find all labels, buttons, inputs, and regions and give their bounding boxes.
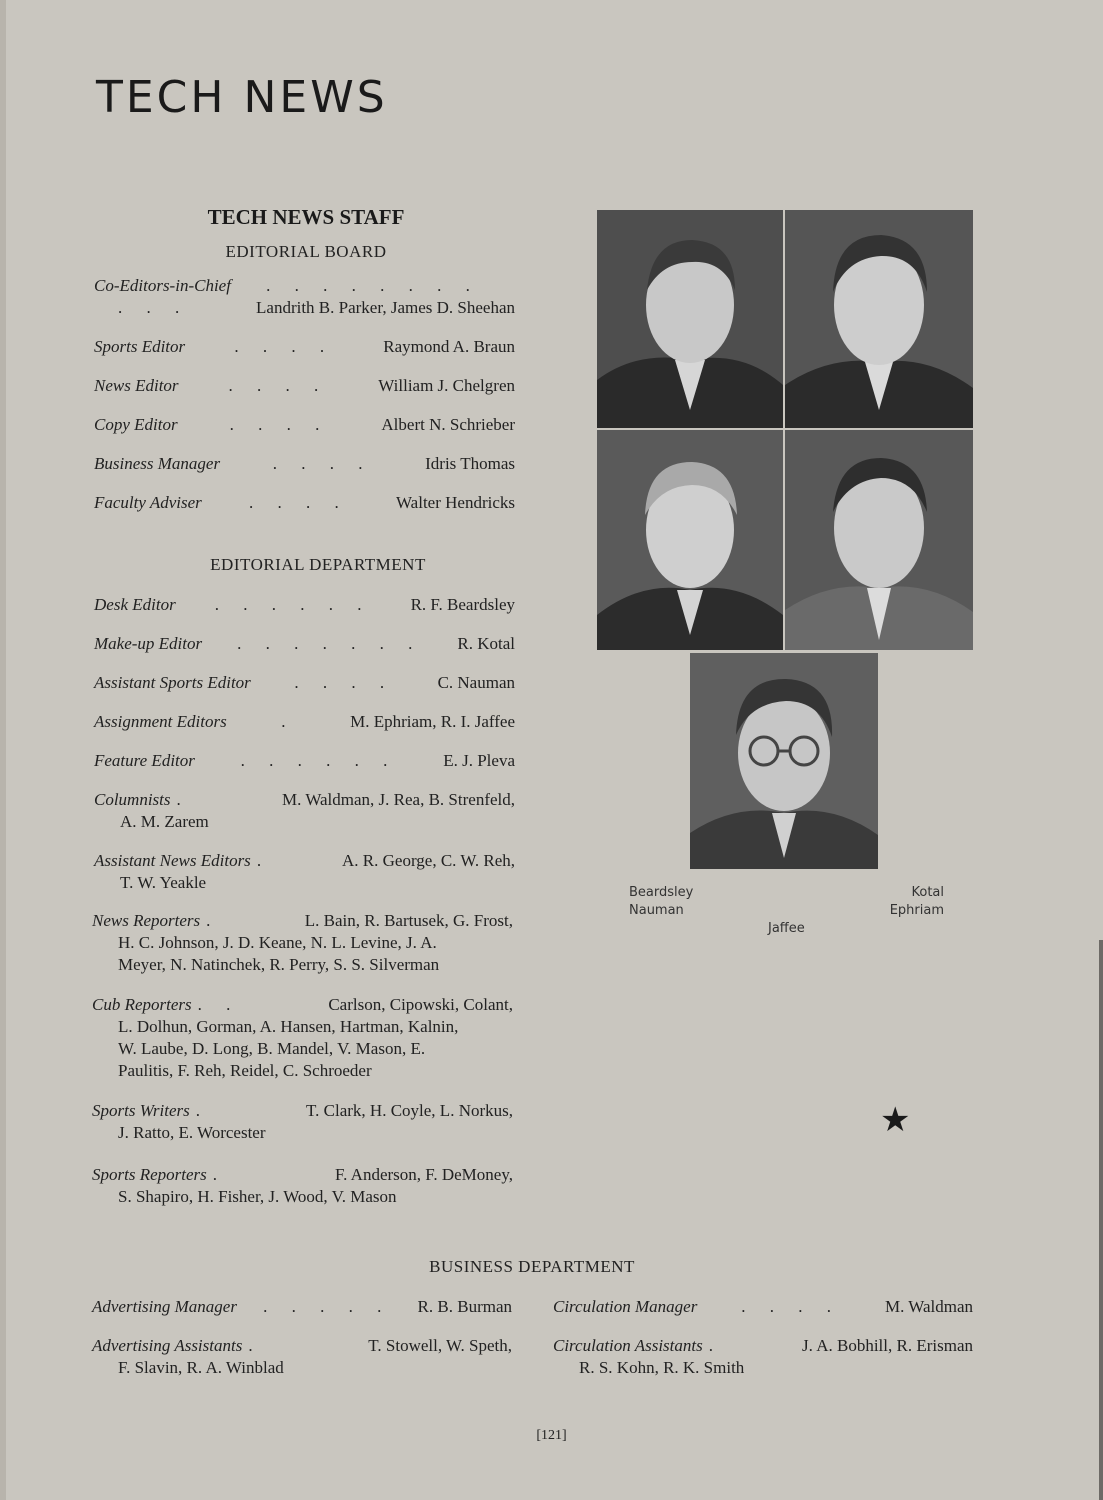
page-number: [121]: [536, 1428, 567, 1443]
leader-dots: . . . . . . . .: [266, 276, 480, 295]
portrait-photo-jaffee: [690, 653, 878, 869]
staff-entry: [92, 994, 513, 1082]
names-value: A. R. George, C. W. Reh,: [342, 851, 515, 870]
role-label: Co-Editors-in-Chief: [94, 276, 231, 295]
leader-dots: .: [206, 911, 221, 930]
staff-entry: [94, 633, 515, 655]
names-value: Landrith B. Parker, James D. Sheehan: [256, 298, 515, 317]
staff-entry: [94, 414, 515, 436]
names-value: M. Ephriam, R. I. Jaffee: [350, 712, 515, 731]
staff-entry: [92, 1164, 513, 1208]
staff-entry: [94, 492, 515, 514]
editorial-department-heading: EDITORIAL DEPARTMENT: [210, 555, 426, 574]
names-value: L. Bain, R. Bartusek, G. Frost,: [304, 911, 513, 930]
role-label: Advertising Manager: [92, 1297, 237, 1316]
leader-dots: . . .: [118, 298, 190, 317]
staff-entry: [94, 594, 515, 616]
leader-dots: . . . . .: [263, 1297, 392, 1316]
portrait-photo-nauman: [597, 430, 783, 650]
names-continued: H. C. Johnson, J. D. Keane, N. L. Levine, J. A.: [118, 933, 437, 952]
caption-name: Kotal: [911, 885, 944, 900]
names-continued: A. M. Zarem: [120, 812, 209, 831]
names-continued: Meyer, N. Natinchek, R. Perry, S. S. Silverman: [118, 955, 440, 974]
names-value: E. J. Pleva: [443, 751, 515, 770]
leader-dots: . . . . . .: [214, 595, 372, 614]
role-label: Sports Editor: [94, 337, 186, 356]
leader-dots: . .: [197, 995, 241, 1014]
names-value: T. Stowell, W. Speth,: [368, 1336, 512, 1355]
co-editors-entry: [94, 275, 515, 319]
names-value: J. A. Bobhill, R. Erisman: [802, 1336, 973, 1355]
role-label: Assistant News Editors: [94, 851, 251, 870]
leader-dots: .: [248, 1336, 263, 1355]
circulation-assistants-entry: [553, 1335, 973, 1379]
role-label: Make-up Editor: [94, 634, 203, 653]
caption-right: [860, 884, 944, 920]
portrait-photo-ephriam: [785, 430, 973, 650]
circulation-manager-entry: [553, 1296, 973, 1318]
staff-entry: [94, 672, 515, 694]
names-value: R. Kotal: [457, 634, 515, 653]
page-title: TECH NEWS: [96, 72, 388, 123]
names-continued: R. S. Kohn, R. K. Smith: [579, 1358, 745, 1377]
role-label: Copy Editor: [94, 415, 178, 434]
page-edge: [0, 0, 6, 1500]
leader-dots: .: [176, 790, 191, 809]
role-label: Faculty Adviser: [94, 493, 202, 512]
role-label: News Editor: [94, 376, 179, 395]
leader-dots: .: [195, 1101, 211, 1120]
names-continued: F. Slavin, R. A. Winblad: [118, 1358, 284, 1377]
leader-dots: . . . .: [229, 415, 330, 434]
role-label: Sports Reporters: [92, 1165, 207, 1184]
names-value: Albert N. Schrieber: [381, 415, 515, 434]
editorial-board-heading: EDITORIAL BOARD: [225, 242, 387, 261]
names-continued: J. Ratto, E. Worcester: [118, 1123, 266, 1142]
staff-entry: [92, 1100, 513, 1144]
leader-dots: . . . .: [741, 1297, 842, 1316]
names-continued: S. Shapiro, H. Fisher, J. Wood, V. Mason: [118, 1187, 397, 1206]
leader-dots: . . . .: [228, 376, 329, 395]
role-label: Advertising Assistants: [92, 1336, 243, 1355]
leader-dots: . . . .: [234, 337, 335, 356]
role-label: Desk Editor: [94, 595, 176, 614]
caption-center: Jaffee: [768, 921, 805, 936]
leader-dots: .: [256, 851, 272, 870]
page-edge-shadow: [1099, 940, 1103, 1500]
role-label: Sports Writers: [92, 1101, 190, 1120]
names-value: F. Anderson, F. DeMoney,: [335, 1165, 513, 1184]
caption-left: [629, 884, 693, 920]
caption-name: Beardsley: [629, 885, 694, 900]
leader-dots: . . . .: [249, 493, 349, 512]
names-value: C. Nauman: [437, 673, 515, 692]
staff-title: TECH NEWS STAFF: [207, 205, 405, 229]
caption-name: Ephriam: [889, 903, 944, 918]
leader-dots: .: [212, 1165, 227, 1184]
names-value: Raymond A. Braun: [383, 337, 515, 356]
names-value: M. Waldman: [884, 1297, 973, 1316]
names-value: R. B. Burman: [417, 1297, 512, 1316]
names-continued: L. Dolhun, Gorman, A. Hansen, Hartman, Kalnin,: [118, 1017, 459, 1036]
role-label: Circulation Assistants: [553, 1336, 703, 1355]
business-department-heading: BUSINESS DEPARTMENT: [429, 1257, 635, 1276]
leader-dots: . . . .: [294, 673, 395, 692]
names-value: R. F. Beardsley: [410, 595, 515, 614]
staff-entry: [94, 711, 515, 733]
staff-entry: [94, 453, 515, 475]
names-continued: Paulitis, F. Reh, Reidel, C. Schroeder: [118, 1061, 372, 1080]
role-label: News Reporters: [92, 911, 201, 930]
leader-dots: . . . .: [272, 454, 373, 473]
portrait-photo-kotal: [785, 210, 973, 428]
names-continued: T. W. Yeakle: [120, 873, 207, 892]
names-value: William J. Chelgren: [378, 376, 515, 395]
staff-entry: [94, 375, 515, 397]
star-icon: ★: [880, 1102, 911, 1139]
leader-dots: . . . . . . .: [237, 634, 423, 653]
staff-entry: [94, 750, 515, 772]
names-value: M. Waldman, J. Rea, B. Strenfeld,: [282, 790, 515, 809]
names-value: Idris Thomas: [425, 454, 515, 473]
names-value: T. Clark, H. Coyle, L. Norkus,: [306, 1101, 513, 1120]
role-label: Cub Reporters: [92, 995, 192, 1014]
role-label: Assignment Editors: [94, 712, 227, 731]
caption-name: Nauman: [629, 903, 684, 918]
role-label: Business Manager: [94, 454, 221, 473]
names-value: Carlson, Cipowski, Colant,: [328, 995, 513, 1014]
names-value: Walter Hendricks: [396, 493, 515, 512]
leader-dots: .: [708, 1336, 723, 1355]
staff-entry: [94, 336, 515, 358]
staff-entry: [94, 850, 515, 894]
leader-dots: .: [281, 712, 296, 731]
role-label: Assistant Sports Editor: [94, 673, 251, 692]
advertising-assistants-entry: [92, 1335, 512, 1379]
names-continued: W. Laube, D. Long, B. Mandel, V. Mason, E.: [118, 1039, 426, 1058]
role-label: Circulation Manager: [553, 1297, 698, 1316]
staff-entry: [94, 789, 515, 833]
role-label: Feature Editor: [94, 751, 195, 770]
leader-dots: . . . . . .: [240, 751, 398, 770]
portrait-photo-beardsley: [597, 210, 783, 428]
role-label: Columnists: [94, 790, 171, 809]
staff-entry: [92, 910, 513, 976]
advertising-manager-entry: [92, 1296, 512, 1318]
